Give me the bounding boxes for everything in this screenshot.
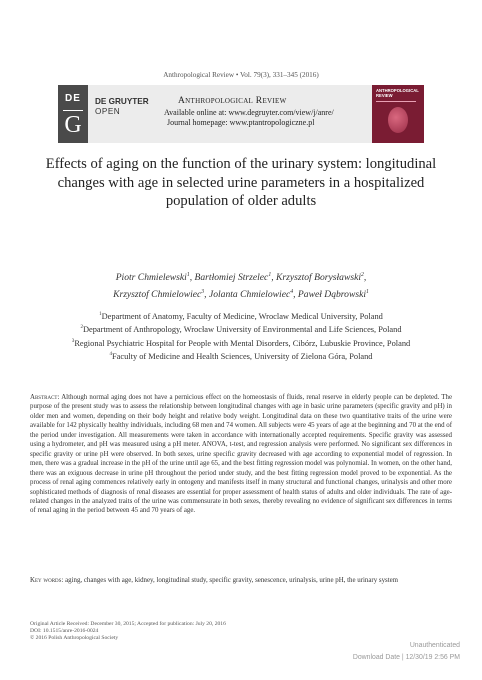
- affiliation-item: [30, 336, 452, 349]
- journal-homepage-link[interactable]: Journal homepage: www.ptantropologiczne.pl: [167, 118, 315, 127]
- affiliation-item: [30, 322, 452, 335]
- watermark-date: Download Date | 12/30/19 2:56 PM: [352, 654, 460, 661]
- author-affiliation-mark: 4: [290, 289, 294, 296]
- keywords-label: Key words:: [30, 577, 64, 584]
- logo-bottom-text: G: [64, 112, 82, 138]
- footer-dates: Original Article Received: December 30, 2015; Accepted for publication: July 20, 2016: [30, 621, 226, 627]
- author-affiliation-mark: 2: [361, 272, 364, 278]
- degruyter-logo: [58, 85, 88, 143]
- journal-citation: Anthropological Review • Vol. 79(3), 331–345 (2016): [163, 71, 319, 79]
- author-affiliation-mark: 1: [268, 272, 272, 278]
- keywords: [30, 576, 452, 585]
- keywords-text: aging, changes with age, kidney, longitudinal study, specific gravity, senescence, urinalysis, urine pH, the urinary system: [65, 577, 399, 584]
- affiliation-item: [30, 309, 452, 322]
- affiliation-list: [30, 309, 452, 363]
- author-name: Paweł Dąbrowski: [297, 289, 367, 301]
- affiliation-number: 2: [80, 325, 83, 331]
- journal-title: Anthropological Review: [178, 96, 287, 106]
- cover-title-text: ANTHROPOLOGICAL REVIEW: [376, 88, 419, 98]
- publisher-name-main: DE GRUYTER: [95, 97, 149, 106]
- article-title: Effects of aging on the function of the urinary system: longitudinal changes with age in selected urine parameters in a hospitalized population of older adults: [45, 156, 437, 209]
- watermark-status: Unauthenticated: [409, 642, 460, 649]
- author-affiliation-mark: 1: [186, 272, 190, 278]
- author-affiliation-mark: 1: [366, 289, 369, 296]
- affiliation-item: [30, 349, 452, 362]
- logo-divider: [63, 110, 83, 111]
- abstract-label: Abstract:: [30, 394, 60, 401]
- logo-top-text: DE: [65, 93, 81, 104]
- article-footer: [30, 621, 226, 643]
- abstract: [30, 393, 452, 516]
- affiliation-text: Department of Anthropology, Wrocław University of Environmental and Life Sciences, Poland: [82, 325, 402, 335]
- affiliation-text: Faculty of Medicine and Health Sciences, University of Zielona Góra, Poland: [112, 351, 373, 361]
- author-name: Krzysztof Borysławski: [276, 272, 362, 284]
- publisher-name: [95, 97, 149, 116]
- footer-copyright: © 2016 Polish Anthropological Society: [30, 635, 119, 642]
- journal-online-link[interactable]: Available online at: www.degruyter.com/view/j/anre/: [164, 108, 334, 117]
- author-name: Bartłomiej Strzelec: [194, 272, 269, 284]
- footer-doi[interactable]: DOI: 10.1515/anre-2016-0024: [30, 628, 99, 635]
- cover-artwork: [388, 107, 408, 133]
- cover-divider: [376, 101, 416, 102]
- affiliation-text: Department of Anatomy, Faculty of Medicine, Wroclaw Medical University, Poland: [101, 311, 383, 321]
- author-name: Krzysztof Chmielowiec: [113, 289, 202, 301]
- publisher-name-sub: OPEN: [95, 106, 121, 116]
- affiliation-number: 4: [109, 352, 113, 358]
- abstract-text: Although normal aging does not have a pernicious effect on the homeostasis of fluids, renal reserve in elderly people can be depleted. The purpose of the present study was to assess the relationship between longitudinal changes with age in basic urine parameters (specific gravity and pH) in older men and women, depending on their body height and relative body weight. Longitudinal data on these two quantitative traits of the urine were available for 142 physically healthy individuals, including 68 men and 74 women. All subjects were 45 years of age at the beginning and 70 at the end of the period under investigation. All measurements were taken in accordance with internationally accepted requirements. Specific gravity was assessed using a hydrometer, and pH was measured using a pH meter. ANOVA, t-test, and regression analysis were performed. No significant sex differences in specific gravity or urine pH were observed. In both sexes, urine specific gravity decreased with age according to exponential model of regression. In men, there was a gradual increase in the pH of the urine until age 65, and the best fitting regression model was polynomial. In women, on the other hand, there was an exiguous decrease in urine pH throughout the period under study, and the best fitting regression model proved to be exponential. As the process of renal aging commences relatively early in ontogeny and manifests itself in many structural and functional changes, urinalysis and other more sophisticated methods of diagnosis of renal diseases are essential for proper assessment of health status of adults and older individuals. The rate of age-related changes in the analyzed traits of the urine was commensurate in both sexes, thereby revealing no evidence of significant sex differences in terms of renal aging in the period between 45 and 70 years of age.: [30, 394, 453, 515]
- author-name: Piotr Chmielewski: [115, 272, 187, 284]
- affiliation-number: 3: [71, 338, 75, 344]
- author-list: Piotr Chmielewski$^1$, Bartłomiej Strzelec$^1$, Krzysztof Borysławski$^2$, Krzysztof Chmielowiec$^3$, Jolanta Chmielowiec$^4$, Paweł Dąbrowski$^1$: [113, 272, 369, 301]
- download-watermark: [353, 640, 460, 664]
- affiliation-number: 1: [99, 312, 102, 317]
- author-affiliation-mark: 3: [201, 289, 205, 296]
- journal-cover-thumbnail: [372, 85, 424, 143]
- author-name: Jolanta Chmielowiec: [208, 289, 291, 301]
- affiliation-text: Regional Psychiatric Hospital for People with Mental Disorders, Cibórz, Lubuskie Province, Poland: [74, 338, 411, 348]
